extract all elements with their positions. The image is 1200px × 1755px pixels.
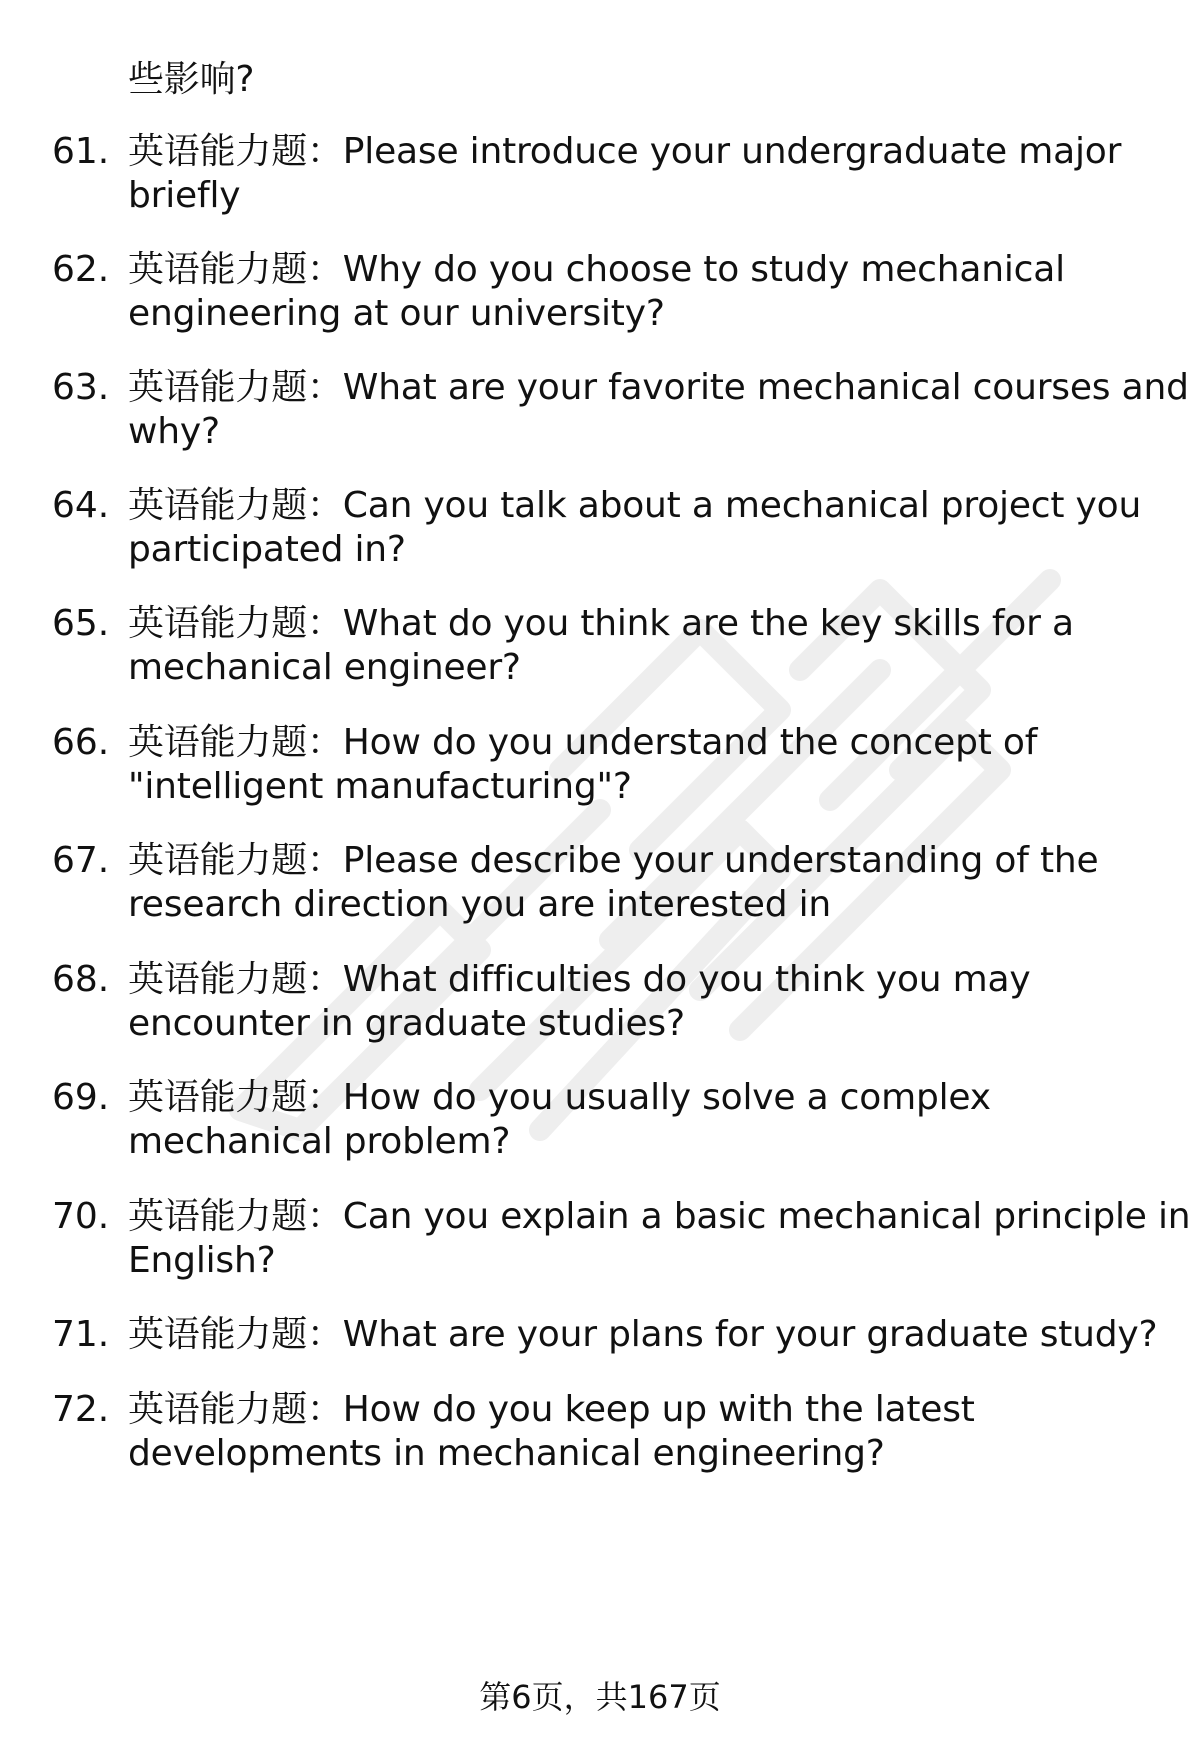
item-text-line-1: 英语能力题：How do you usually solve a complex <box>128 1077 991 1118</box>
watermark <box>180 470 1080 1170</box>
item-text-line-2: participated in? <box>128 529 406 570</box>
item-number: 63. <box>52 367 110 408</box>
item-number: 68. <box>52 959 110 1000</box>
item-text-line-1: 英语能力题：Can you talk about a mechanical project you <box>128 485 1142 526</box>
item-text-line-2: "intelligent manufacturing"? <box>128 766 632 807</box>
item-text-line-1: 英语能力题：How do you keep up with the latest <box>128 1389 975 1430</box>
item-number: 62. <box>52 249 110 290</box>
item-number: 61. <box>52 131 110 172</box>
item-text-line-2: encounter in graduate studies? <box>128 1003 685 1044</box>
item-number: 72. <box>52 1389 110 1430</box>
item-number: 69. <box>52 1077 110 1118</box>
item-text-line-1: 英语能力题：How do you understand the concept of <box>128 722 1038 763</box>
item-number: 71. <box>52 1314 110 1355</box>
item-number: 66. <box>52 722 110 763</box>
item-text-line-2: why? <box>128 411 220 452</box>
item-text-line-2: mechanical engineer? <box>128 647 521 688</box>
item-text-line-1: 英语能力题：What do you think are the key skills for a <box>128 603 1074 644</box>
item-text-line-2: engineering at our university? <box>128 293 665 334</box>
item-number: 64. <box>52 485 110 526</box>
item-text-line-2: English? <box>128 1240 276 1281</box>
item-text-line-2: mechanical problem? <box>128 1121 511 1162</box>
item-text-line-1: 英语能力题：Can you explain a basic mechanical principle in <box>128 1196 1191 1237</box>
item-text-line-2: developments in mechanical engineering? <box>128 1433 885 1474</box>
item-text-line-1: 英语能力题：Please introduce your undergraduate major <box>128 131 1122 172</box>
item-text-line-1: 英语能力题：Please describe your understanding of the <box>128 840 1099 881</box>
page-number-footer: 第6页，共167页 <box>479 1678 721 1716</box>
item-number: 67. <box>52 840 110 881</box>
item-text-line-1: 英语能力题：What are your plans for your graduate study? <box>128 1314 1158 1355</box>
item-text-line-2: briefly <box>128 175 241 216</box>
item-text-line-1: 英语能力题：Why do you choose to study mechanical <box>128 249 1065 290</box>
item-text-line-2: research direction you are interested in <box>128 884 832 925</box>
continuation-text: 些影响? <box>128 59 255 100</box>
item-text-line-1: 英语能力题：What difficulties do you think you may <box>128 959 1031 1000</box>
item-number: 65. <box>52 603 110 644</box>
item-text-line-1: 英语能力题：What are your favorite mechanical courses and <box>128 367 1189 408</box>
item-number: 70. <box>52 1196 110 1237</box>
